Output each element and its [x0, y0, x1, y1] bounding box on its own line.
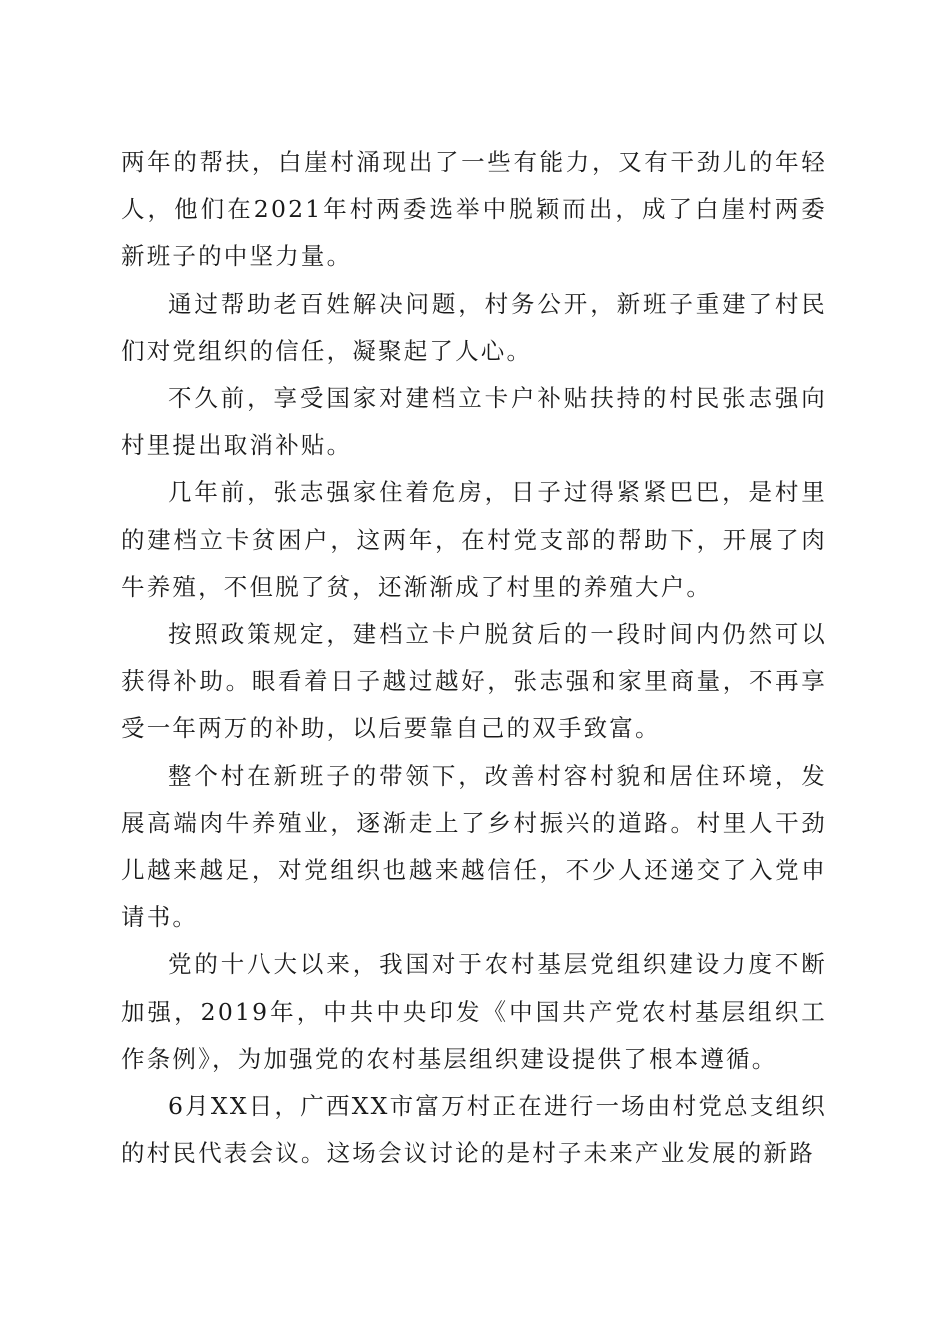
paragraph: 不久前，享受国家对建档立卡户补贴扶持的村民张志强向村里提出取消补贴。	[121, 384, 827, 460]
paragraph: 党的十八大以来，我国对于农村基层党组织建设力度不断加强，2019年，中共中央印发《中国共产党农村基层组织工作条例》，为加强党的农村基层组织建设提供了根本遵循。	[121, 950, 827, 1073]
paragraph-continued: 两年的帮扶，白崖村涌现出了一些有能力，又有干劲儿的年轻人，他们在2021年村两委选举中脱颖而出，成了白崖村两委新班子的中坚力量。	[121, 148, 827, 271]
paragraph: 几年前，张志强家住着危房，日子过得紧紧巴巴，是村里的建档立卡贫困户，这两年，在村党支部的帮助下，开展了肉牛养殖，不但脱了贫，还渐渐成了村里的养殖大户。	[121, 478, 827, 601]
document-page	[121, 139, 827, 1177]
paragraph: 按照政策规定，建档立卡户脱贫后的一段时间内仍然可以获得补助。眼看着日子越过越好，张志强和家里商量，不再享受一年两万的补助，以后要靠自己的双手致富。	[121, 620, 827, 743]
paragraph: 整个村在新班子的带领下，改善村容村貌和居住环境，发展高端肉牛养殖业，逐渐走上了乡村振兴的道路。村里人干劲儿越来越足，对党组织也越来越信任，不少人还递交了入党申请书。	[121, 761, 827, 932]
paragraph: 通过帮助老百姓解决问题，村务公开，新班子重建了村民们对党组织的信任，凝聚起了人心。	[121, 289, 827, 365]
paragraph: 6月XX日，广西XX市富万村正在进行一场由村党总支组织的村民代表会议。这场会议讨论的是村子未来产业发展的新路	[121, 1092, 827, 1168]
